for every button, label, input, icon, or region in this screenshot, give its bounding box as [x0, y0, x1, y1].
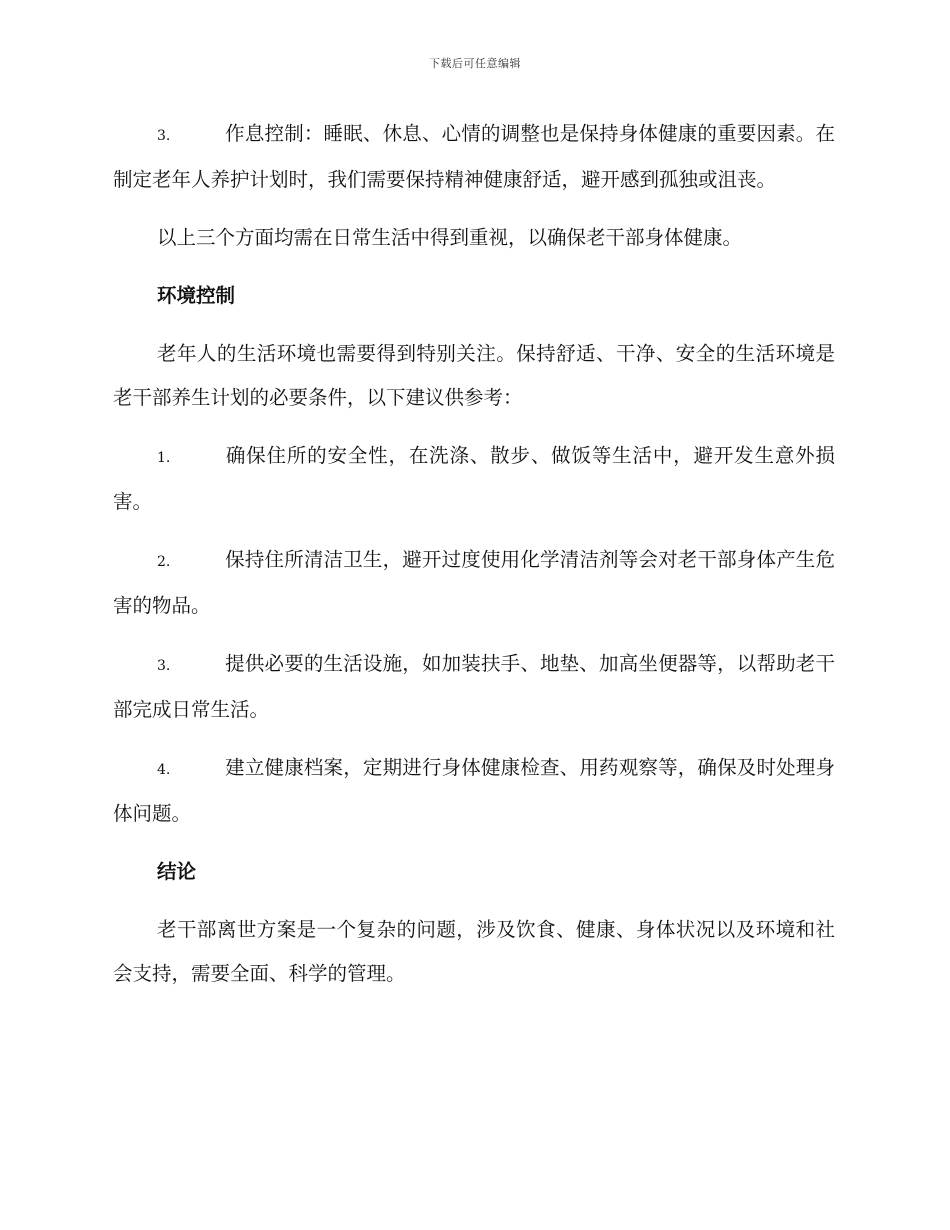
list-number: 2. [157, 554, 171, 570]
section-heading: 结论 [157, 860, 197, 883]
list-number: 1. [157, 450, 171, 466]
list-item [113, 746, 835, 836]
list-item-text: 提供必要的生活设施，如加装扶手、地垫、加高坐便器等，以帮助老干部完成日常生活。 [113, 652, 835, 721]
list-item [113, 112, 835, 202]
list-item [113, 642, 835, 732]
paragraph: 老年人的生活环境也需要得到特别关注。保持舒适、干净、安全的生活环境是老干部养生计划的必要条件，以下建议供参考： [113, 342, 835, 409]
list-item-text: 作息控制：睡眠、休息、心情的调整也是保持身体健康的重要因素。在制定老年人养护计划时，我们需要保持精神健康舒适，避开感到孤独或沮丧。 [113, 122, 835, 191]
list-number: 4. [157, 762, 171, 778]
list-item-text: 保持住所清洁卫生，避开过度使用化学清洁剂等会对老干部身体产生危害的物品。 [113, 548, 835, 617]
list-item [113, 434, 835, 524]
section-heading: 环境控制 [157, 284, 236, 307]
document-body [113, 112, 835, 1010]
list-number: 3. [157, 128, 171, 144]
paragraph: 以上三个方面均需在日常生活中得到重视，以确保老干部身体健康。 [157, 226, 743, 249]
page-header: 下载后可任意编辑 [429, 57, 521, 70]
paragraph: 老干部离世方案是一个复杂的问题，涉及饮食、健康、身体状况以及环境和社会支持，需要全面、科学的管理。 [113, 918, 835, 985]
list-item-text: 确保住所的安全性，在洗涤、散步、做饭等生活中，避开发生意外损害。 [113, 444, 835, 513]
list-item-text: 建立健康档案，定期进行身体健康检查、用药观察等，确保及时处理身体问题。 [113, 756, 835, 825]
list-item [113, 538, 835, 628]
list-number: 3. [157, 658, 171, 674]
